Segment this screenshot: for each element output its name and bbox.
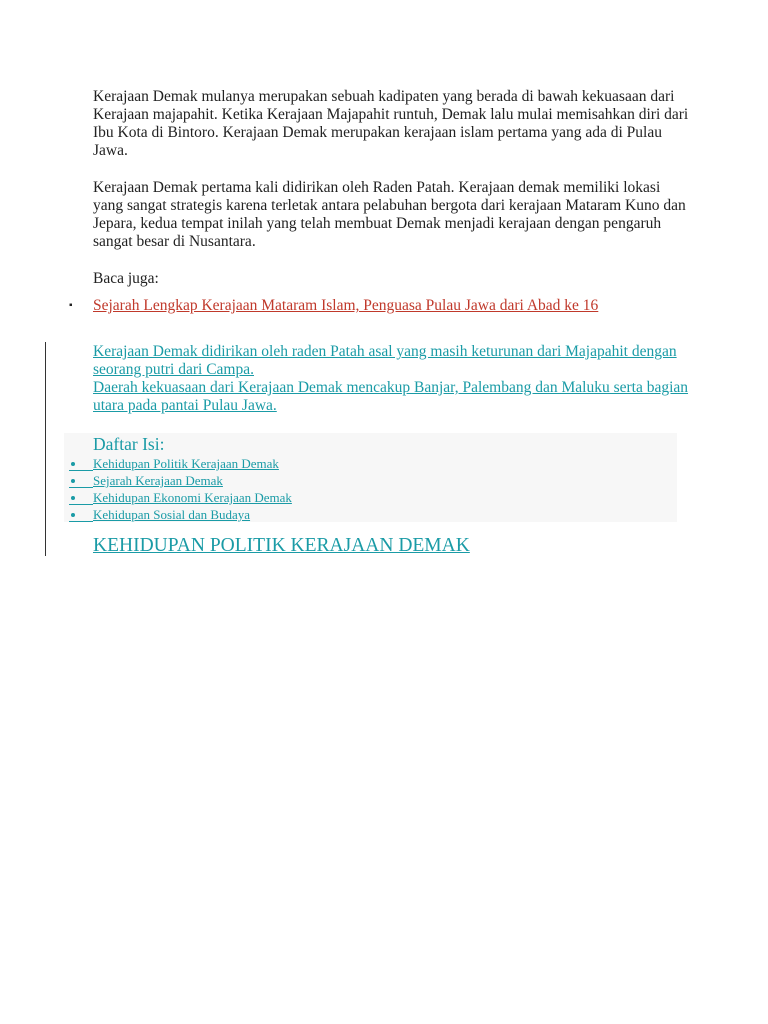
toc-title: Daftar Isi: [93,434,165,454]
section-heading-link[interactable]: KEHIDUPAN POLITIK KERAJAAN DEMAK [93,535,470,556]
toc-link-ekonomi[interactable]: Kehidupan Ekonomi Kerajaan Demak [93,490,292,505]
quote-bar [45,342,46,556]
bullet-dot-icon [71,479,75,483]
highlight-block [93,343,693,415]
bullet-dot-icon [71,462,75,466]
related-article-link[interactable]: Sejarah Lengkap Kerajaan Mataram Islam, Penguasa Pulau Jawa dari Abad ke 16 [93,297,599,314]
bullet-dot-icon [71,513,75,517]
highlight-link-territory[interactable]: Daerah kekuasaan dari Kerajaan Demak mencakup Banjar, Palembang dan Maluku serta bagian utara pada pantai Pulau Jawa. [93,379,689,414]
square-bullet-icon: ▪ [69,300,73,311]
toc-underline [69,487,93,488]
founding-paragraph: Kerajaan Demak pertama kali didirikan oleh Raden Patah. Kerajaan demak memiliki lokasi yang sangat strategis karena terletak antara pelabuhan bergota dari kerajaan Mataram Kuno dan Jepara, kedua tempat inilah yang telah membuat Demak menjadi kerajaan dengan pengaruh sangat besar di Nusantara. [93,179,686,250]
toc-link-politik[interactable]: Kehidupan Politik Kerajaan Demak [93,456,279,471]
toc-link-sejarah[interactable]: Sejarah Kerajaan Demak [93,473,223,488]
bullet-dot-icon [71,496,75,500]
toc-underline [69,521,93,522]
read-also-label: Baca juga: [93,270,159,287]
toc-link-sosial[interactable]: Kehidupan Sosial dan Budaya [93,507,251,522]
highlight-link-founding[interactable]: Kerajaan Demak didirikan oleh raden Patah asal yang masih keturunan dari Majapahit dengan seorang putri dari Campa. [93,343,677,378]
intro-paragraph: Kerajaan Demak mulanya merupakan sebuah kadipaten yang berada di bawah kekuasaan dari Kerajaan majapahit. Ketika Kerajaan Majapahit runtuh, Demak lalu mulai memisahkan diri dari Ibu Kota di Bintoro. Kerajaan Demak merupakan kerajaan islam pertama yang ada di Pulau Jawa. [93,88,689,159]
table-of-contents [64,433,677,522]
toc-underline [69,504,93,505]
toc-underline [69,470,93,471]
